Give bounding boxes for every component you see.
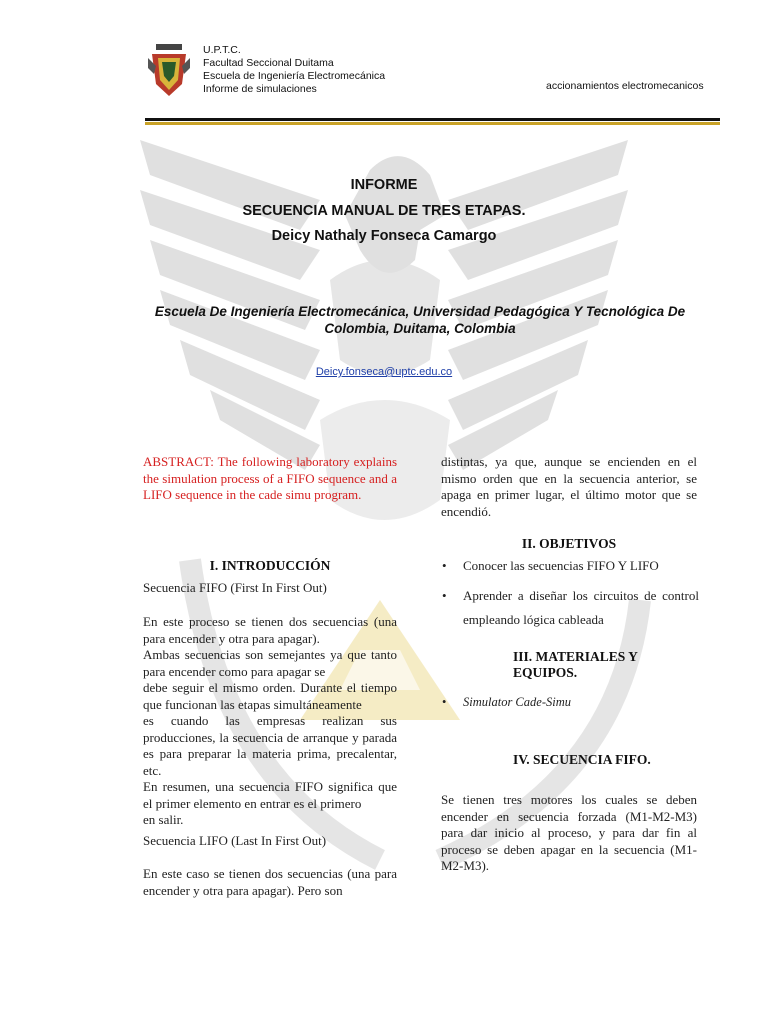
header-course-name: accionamientos electromecanicos: [546, 80, 704, 92]
header-rule-black: [145, 118, 720, 121]
section-heading-materiales: III. MATERIALES Y EQUIPOS.: [513, 649, 638, 680]
material-item: [442, 694, 699, 711]
header-line: Informe de simulaciones: [203, 83, 317, 95]
fifo-paragraph: En este proceso se tienen dos secuencias (una para encender y otra para apagar). Ambas secuencias son semejantes ya que tanto para encender como para apagar se debe seguir el mismo orden. Durante el tiempo que funcionan las etapas simultáneamente es cuando las empresas realizan sus producciones, la secuencia de arranque y parada es para preparar la materia prima, precalentar, etc. En resumen, una secuencia FIFO significa que el primer elemento en entrar es el primero en salir.: [143, 614, 397, 827]
objetivo-item: [442, 558, 699, 575]
report-subtitle: SECUENCIA MANUAL DE TRES ETAPAS.: [242, 203, 526, 219]
section-heading-objetivos: II. OBJETIVOS: [521, 536, 617, 551]
affiliation: Escuela De Ingeniería Electromecánica, Universidad Pedagógica Y Tecnológica De Colombia, Duitama, Colombia: [154, 304, 686, 336]
objetivo-item: [442, 584, 699, 632]
author-name: Deicy Nathaly Fonseca Camargo: [271, 228, 497, 244]
objetivo-text: Aprender a diseñar los circuitos de control empleando lógica cableada: [463, 588, 699, 627]
bullet-icon: •: [442, 695, 447, 709]
header-line: Facultad Seccional Duitama: [203, 57, 334, 69]
bullet-icon: •: [442, 588, 447, 603]
fifo-subtitle: Secuencia FIFO (First In First Out): [143, 580, 327, 595]
header-institution-block: [203, 44, 385, 96]
section-heading-secuencia-fifo: IV. SECUENCIA FIFO.: [513, 752, 651, 767]
uptc-crest-icon: [148, 44, 190, 100]
material-text: Simulator Cade-Simu: [463, 695, 571, 709]
header-rule-gold: [145, 122, 720, 125]
lifo-paragraph-continued: distintas, ya que, aunque se encienden en el mismo orden que en la secuencia anterior, se apaga en primer lugar, el último motor que se encendió.: [441, 454, 697, 519]
report-title: INFORME: [350, 177, 418, 193]
abstract: ABSTRACT: The following laboratory explains the simulation process of a FIFO sequence and a LIFO sequence in the cade simu program.: [143, 454, 397, 502]
bullet-icon: •: [442, 558, 447, 573]
lifo-subtitle: Secuencia LIFO (Last In First Out): [143, 833, 327, 848]
lifo-paragraph: En este caso se tienen dos secuencias (una para encender y otra para apagar). Pero son: [143, 866, 397, 898]
objetivo-text: Conocer las secuencias FIFO Y LIFO: [463, 558, 659, 573]
email-link[interactable]: Deicy.fonseca@uptc.edu.co: [315, 366, 453, 378]
secuencia-fifo-paragraph: Se tienen tres motores los cuales se deben encender en secuencia forzada (M1-M2-M3) para dar inicio al proceso, y para dar fin al proceso se deben apagar en la secuencia (M1-M2-M3).: [441, 792, 697, 873]
section-heading-introduccion: I. INTRODUCCIÓN: [209, 558, 331, 573]
header-line: U.P.T.C.: [203, 44, 241, 56]
header-line: Escuela de Ingeniería Electromecánica: [203, 70, 386, 82]
